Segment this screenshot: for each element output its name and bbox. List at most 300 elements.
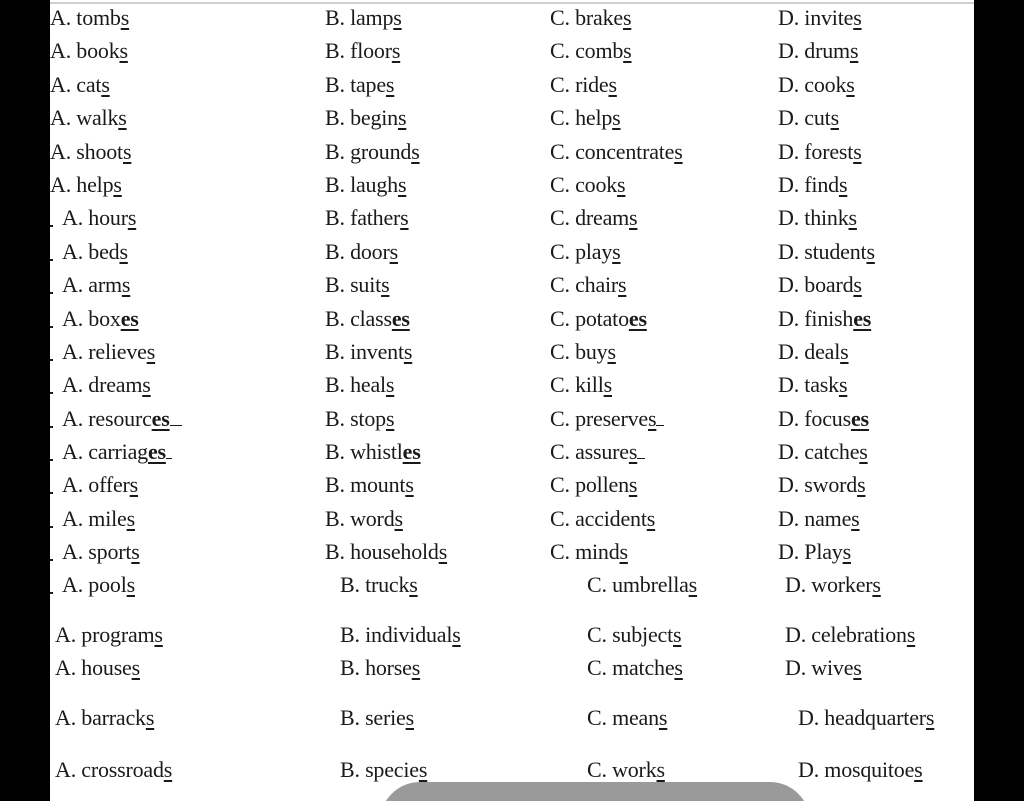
option-c [550, 537, 628, 567]
option-stem: B. invent [325, 339, 404, 364]
option-stem: D. headquarter [798, 705, 926, 730]
option-d [778, 337, 849, 367]
question-row [50, 620, 974, 650]
option-ending: es [850, 406, 869, 431]
option-c [550, 404, 664, 434]
option-a [62, 237, 128, 267]
option-ending: s [400, 205, 409, 230]
option-ending: s [866, 239, 875, 264]
option-stem: A. dream [62, 372, 143, 397]
option-stem: D. catche [778, 439, 860, 464]
row-number-mark [50, 426, 53, 428]
option-a [62, 470, 138, 500]
question-row [50, 703, 974, 733]
option-a [62, 504, 135, 534]
option-ending: s [851, 506, 860, 531]
option-stem: A. carriag [62, 439, 148, 464]
option-a [62, 437, 172, 467]
option-c [587, 653, 683, 683]
option-b [325, 103, 406, 133]
option-ending: s [411, 139, 420, 164]
option-ending: s [126, 572, 135, 597]
option-ending: s [656, 757, 665, 782]
option-stem: D. sword [778, 472, 858, 497]
option-ending: s [628, 439, 638, 464]
option-b [340, 703, 414, 733]
option-c [587, 755, 665, 785]
option-stem: A. resourc [62, 406, 152, 431]
option-ending: s [394, 506, 403, 531]
option-ending: s [122, 139, 132, 164]
option-ending: s [857, 472, 866, 497]
option-d [778, 70, 855, 100]
option-d [785, 570, 881, 600]
option-ending: s [118, 105, 127, 130]
option-stem: B. word [325, 506, 395, 531]
option-ending: s [838, 372, 848, 397]
option-stem: A. crossroad [55, 757, 164, 782]
option-ending: s [119, 38, 128, 63]
option-ending: s [853, 655, 862, 680]
option-stem: B. laugh [325, 172, 398, 197]
option-ending: s [612, 239, 621, 264]
option-a [50, 103, 127, 133]
option-stem: C. buy [550, 339, 608, 364]
option-d [785, 620, 915, 650]
option-b [325, 36, 400, 66]
option-ending: s [381, 272, 390, 297]
option-d [778, 237, 875, 267]
option-stem: C. work [587, 757, 657, 782]
option-c [550, 170, 625, 200]
option-a [55, 620, 163, 650]
underline-extension [637, 440, 645, 459]
option-ending: s [612, 105, 621, 130]
option-d [798, 703, 934, 733]
option-c [550, 203, 637, 233]
bottom-overlay-shape [380, 782, 810, 801]
option-stem: B. tape [325, 72, 386, 97]
option-d [778, 404, 869, 434]
option-ending: es [151, 406, 170, 431]
option-a [55, 703, 154, 733]
option-d [778, 270, 862, 300]
option-ending: s [405, 705, 414, 730]
option-ending: s [418, 757, 428, 782]
option-stem: D. mosquitoe [798, 757, 915, 782]
option-ending: s [127, 205, 137, 230]
option-stem: C. play [550, 239, 613, 264]
option-stem: B. class [325, 306, 392, 331]
option-stem: A. relieve [62, 339, 147, 364]
option-ending: s [830, 105, 839, 130]
option-stem: D. drum [778, 38, 850, 63]
option-a [50, 70, 110, 100]
option-stem: D. cook [778, 72, 847, 97]
option-ending: s [859, 439, 868, 464]
option-stem: D. Play [778, 539, 843, 564]
option-stem: A. house [55, 655, 132, 680]
option-stem: D. find [778, 172, 839, 197]
option-ending: s [391, 38, 401, 63]
option-stem: B. horse [340, 655, 412, 680]
option-ending: s [146, 339, 156, 364]
option-stem: C. pollen [550, 472, 629, 497]
question-row [50, 103, 974, 133]
option-ending: s [622, 5, 632, 30]
option-stem: B. individual [340, 622, 453, 647]
option-ending: s [623, 38, 632, 63]
option-ending: s [853, 272, 862, 297]
option-b [325, 203, 409, 233]
option-b [325, 170, 406, 200]
option-ending: s [688, 572, 698, 597]
option-b [325, 237, 398, 267]
option-ending: es [402, 439, 421, 464]
option-stem: B. floor [325, 38, 392, 63]
option-stem: D. focus [778, 406, 851, 431]
option-ending: s [385, 72, 395, 97]
question-row [50, 337, 974, 367]
option-stem: A. help [50, 172, 114, 197]
option-stem: A. offer [62, 472, 130, 497]
option-stem: C. mind [550, 539, 620, 564]
option-stem: C. concentrate [550, 139, 675, 164]
question-row [50, 570, 974, 600]
option-b [325, 537, 447, 567]
option-a [50, 3, 129, 33]
option-ending: s [385, 406, 395, 431]
option-a [50, 137, 131, 167]
option-c [550, 237, 621, 267]
option-b [325, 70, 394, 100]
option-b [325, 137, 420, 167]
row-number-mark [50, 392, 53, 394]
option-stem: C. accident [550, 506, 647, 531]
option-ending: s [608, 72, 617, 97]
option-a [62, 370, 151, 400]
option-d [778, 3, 862, 33]
worksheet-page [50, 0, 974, 801]
option-stem: B. lamp [325, 5, 394, 30]
option-ending: s [914, 757, 923, 782]
option-a [55, 755, 172, 785]
option-c [550, 370, 612, 400]
option-ending: s [629, 205, 638, 230]
option-stem: D. celebration [785, 622, 907, 647]
option-stem: C. umbrella [587, 572, 689, 597]
option-stem: C. chair [550, 272, 619, 297]
option-stem: D. worker [785, 572, 873, 597]
question-row [50, 370, 974, 400]
option-ending: s [397, 172, 407, 197]
question-row [50, 504, 974, 534]
option-stem: A. program [55, 622, 155, 647]
row-number-mark [50, 592, 53, 594]
option-d [778, 170, 847, 200]
option-ending: s [438, 539, 448, 564]
option-stem: B. suit [325, 272, 382, 297]
option-ending: s [403, 339, 413, 364]
option-c [550, 337, 616, 367]
row-number-mark [50, 559, 53, 561]
option-ending: s [674, 655, 683, 680]
option-b [325, 470, 414, 500]
option-stem: A. cat [50, 72, 102, 97]
option-d [798, 755, 923, 785]
option-d [778, 470, 865, 500]
option-a [62, 304, 139, 334]
option-b [325, 404, 394, 434]
option-stem: D. name [778, 506, 852, 531]
option-ending: s [842, 539, 851, 564]
option-a [55, 653, 140, 683]
option-stem: B. heal [325, 372, 386, 397]
option-ending: s [411, 655, 421, 680]
option-ending: s [658, 705, 668, 730]
option-ending: s [409, 572, 418, 597]
option-b [325, 3, 402, 33]
option-stem: B. truck [340, 572, 410, 597]
option-b [325, 370, 394, 400]
option-b [325, 437, 421, 467]
option-ending: s [145, 705, 155, 730]
option-stem: D. think [778, 205, 849, 230]
row-number-mark [50, 526, 53, 528]
option-ending: s [853, 5, 862, 30]
option-ending: s [925, 705, 935, 730]
option-stem: C. mean [587, 705, 659, 730]
option-stem: A. walk [50, 105, 119, 130]
option-ending: s [617, 172, 626, 197]
option-stem: D. forest [778, 139, 854, 164]
option-ending: s [674, 139, 683, 164]
option-stem: A. shoot [50, 139, 123, 164]
option-c [550, 36, 632, 66]
option-ending: s [619, 539, 628, 564]
option-stem: B. door [325, 239, 390, 264]
option-ending: s [131, 655, 140, 680]
option-ending: s [646, 506, 656, 531]
row-number-mark [50, 492, 53, 494]
option-ending: s [113, 172, 122, 197]
question-row [50, 203, 974, 233]
option-ending: s [603, 372, 612, 397]
option-d [778, 437, 868, 467]
option-stem: B. household [325, 539, 439, 564]
option-ending: s [385, 372, 395, 397]
option-ending: s [846, 72, 855, 97]
option-stem: C. brake [550, 5, 623, 30]
option-ending: s [647, 406, 657, 431]
question-row [50, 653, 974, 683]
question-row [50, 170, 974, 200]
option-b [325, 270, 389, 300]
option-d [785, 653, 862, 683]
option-stem: A. tomb [50, 5, 121, 30]
option-stem: B. serie [340, 705, 406, 730]
option-b [340, 570, 418, 600]
option-c [550, 70, 617, 100]
question-row [50, 137, 974, 167]
option-c [550, 3, 631, 33]
option-ending: s [154, 622, 163, 647]
row-number-mark [50, 259, 53, 261]
option-stem: C. kill [550, 372, 604, 397]
row-number-mark [50, 225, 53, 227]
option-stem: C. cook [550, 172, 618, 197]
option-ending: s [838, 172, 848, 197]
option-ending: s [853, 139, 862, 164]
option-a [62, 537, 140, 567]
option-stem: C. ride [550, 72, 609, 97]
option-a [62, 570, 135, 600]
option-stem: B. whistl [325, 439, 403, 464]
option-ending: s [126, 506, 135, 531]
row-number-mark [50, 459, 53, 461]
option-stem: D. deal [778, 339, 841, 364]
option-d [778, 103, 839, 133]
option-stem: A. box [62, 306, 121, 331]
option-stem: B. father [325, 205, 401, 230]
option-stem: D. finish [778, 306, 854, 331]
row-number-mark [50, 292, 53, 294]
question-row [50, 304, 974, 334]
option-ending: s [840, 339, 849, 364]
option-stem: C. subject [587, 622, 673, 647]
option-stem: D. cut [778, 105, 831, 130]
option-a [50, 170, 122, 200]
option-stem: C. comb [550, 38, 624, 63]
option-a [62, 337, 155, 367]
option-c [550, 470, 637, 500]
question-row [50, 537, 974, 567]
option-stem: B. ground [325, 139, 412, 164]
option-ending: s [452, 622, 461, 647]
option-ending: es [853, 306, 872, 331]
option-c [587, 703, 667, 733]
question-row [50, 270, 974, 300]
question-row [50, 237, 974, 267]
option-stem: D. student [778, 239, 867, 264]
option-b [325, 304, 410, 334]
option-ending: s [121, 272, 131, 297]
option-stem: A. book [50, 38, 120, 63]
option-ending: s [618, 272, 627, 297]
row-number-mark [50, 359, 53, 361]
option-ending: s [628, 472, 638, 497]
option-c [550, 137, 683, 167]
option-c [587, 620, 681, 650]
option-stem: C. assure [550, 439, 629, 464]
option-stem: A. arm [62, 272, 122, 297]
option-ending: s [872, 572, 881, 597]
option-stem: A. mile [62, 506, 127, 531]
option-b [325, 337, 412, 367]
option-a [62, 270, 130, 300]
question-row [50, 755, 974, 785]
question-row [50, 70, 974, 100]
option-stem: D. invite [778, 5, 854, 30]
question-row [50, 470, 974, 500]
row-number-mark [50, 326, 53, 328]
option-stem: C. help [550, 105, 613, 130]
option-c [550, 304, 647, 334]
option-stem: D. board [778, 272, 854, 297]
option-ending: s [131, 539, 140, 564]
option-b [340, 653, 420, 683]
question-row [50, 404, 974, 434]
option-a [62, 203, 136, 233]
option-ending: s [906, 622, 916, 647]
option-d [778, 537, 851, 567]
question-row [50, 36, 974, 66]
option-ending: s [393, 5, 402, 30]
option-c [550, 270, 626, 300]
underline-extension [166, 440, 172, 459]
option-d [778, 504, 860, 534]
option-stem: C. potato [550, 306, 629, 331]
option-c [587, 570, 697, 600]
option-stem: A. bed [62, 239, 120, 264]
option-d [778, 36, 858, 66]
option-d [778, 370, 847, 400]
option-d [778, 304, 871, 334]
option-stem: B. mount [325, 472, 406, 497]
option-ending: s [397, 105, 407, 130]
option-stem: A. hour [62, 205, 128, 230]
option-ending: s [129, 472, 139, 497]
option-stem: C. matche [587, 655, 675, 680]
option-ending: es [628, 306, 647, 331]
option-ending: s [163, 757, 173, 782]
option-d [778, 203, 857, 233]
option-a [62, 404, 182, 434]
option-c [550, 504, 655, 534]
question-row [50, 3, 974, 33]
option-stem: B. specie [340, 757, 419, 782]
option-stem: C. dream [550, 205, 630, 230]
question-row [50, 437, 974, 467]
option-ending: s [849, 38, 859, 63]
option-ending: s [405, 472, 414, 497]
option-ending: s [119, 239, 128, 264]
option-stem: D. wive [785, 655, 854, 680]
option-ending: s [120, 5, 130, 30]
option-stem: A. pool [62, 572, 127, 597]
option-stem: A. sport [62, 539, 132, 564]
option-d [778, 137, 862, 167]
option-stem: A. barrack [55, 705, 146, 730]
option-ending: es [147, 439, 166, 464]
underline-extension [656, 407, 664, 426]
option-stem: B. stop [325, 406, 386, 431]
option-b [340, 755, 427, 785]
option-ending: es [391, 306, 410, 331]
underline-extension [170, 407, 182, 426]
option-c [550, 437, 645, 467]
question-list [50, 0, 974, 801]
option-b [340, 620, 461, 650]
option-stem: C. preserve [550, 406, 648, 431]
option-ending: es [120, 306, 139, 331]
option-c [550, 103, 621, 133]
option-ending: s [101, 72, 110, 97]
option-ending: s [607, 339, 616, 364]
option-ending: s [142, 372, 151, 397]
option-stem: D. task [778, 372, 839, 397]
option-ending: s [389, 239, 398, 264]
